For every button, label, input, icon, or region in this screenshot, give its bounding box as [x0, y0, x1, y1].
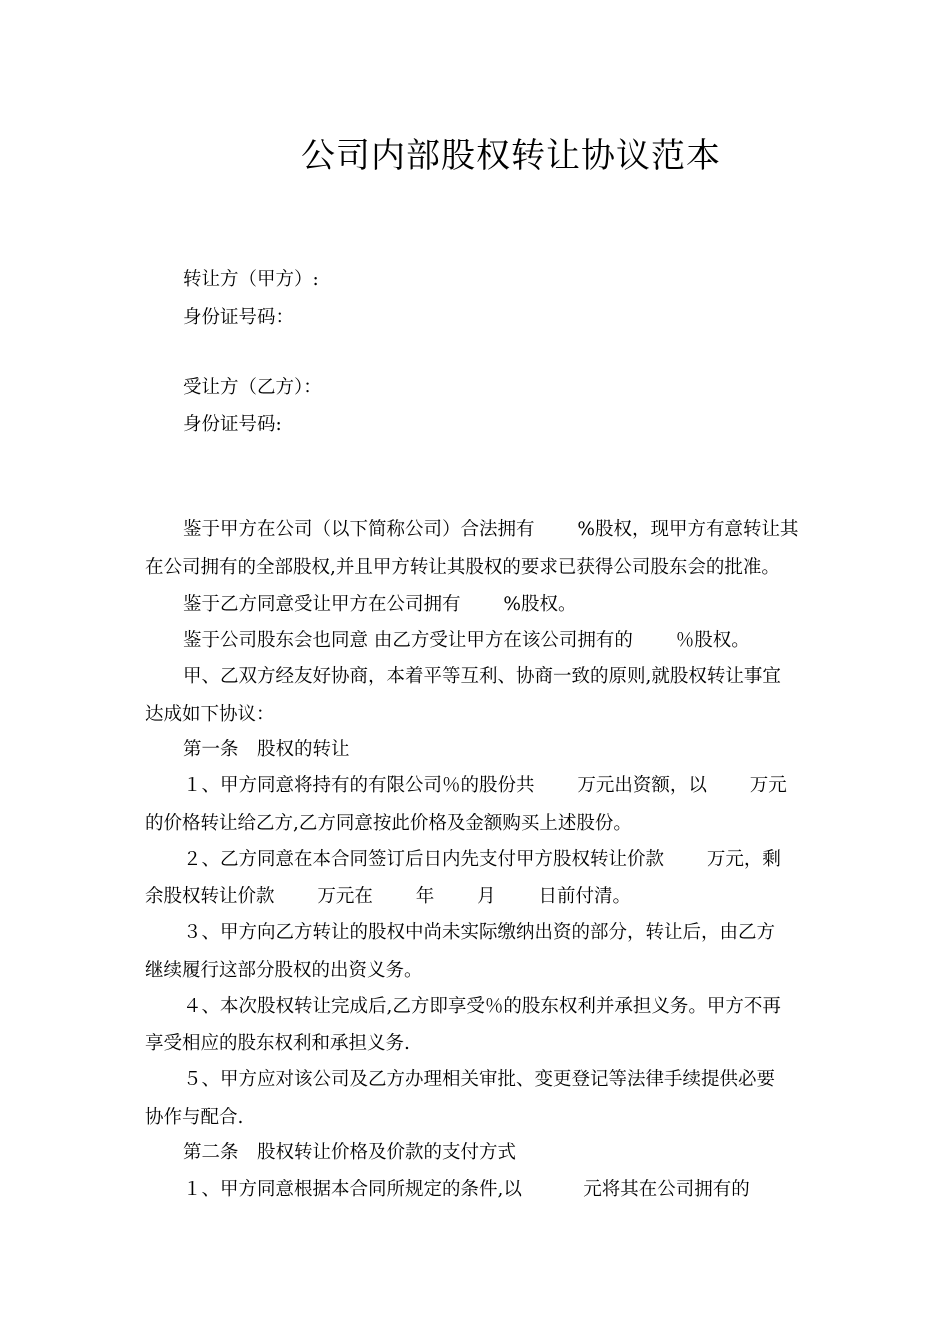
recital-1-cont: 在公司拥有的全部股权,并且甲方转让其股权的要求已获得公司股东会的批准。	[145, 557, 780, 578]
article-1-clause-1: １、甲方同意将持有的有限公司％的股份共 万元出资额，以 万元	[183, 775, 787, 796]
article-1-clause-5: ５、甲方应对该公司及乙方办理相关审批、变更登记等法律手续提供必要	[183, 1069, 776, 1090]
recital-4-cont: 达成如下协议：	[145, 704, 275, 725]
page-title: 公司内部股权转让协议范本	[301, 136, 721, 176]
article-1-heading: 第一条 股权的转让	[183, 739, 350, 760]
recital-3: 鉴于公司股东会也同意 由乙方受让甲方在该公司拥有的 ％股权。	[183, 630, 750, 651]
article-1-clause-4: ４、本次股权转让完成后,乙方即享受％的股东权利并承担义务。甲方不再	[183, 996, 781, 1017]
article-1-clause-3-cont: 继续履行这部分股权的出资义务。	[145, 960, 423, 981]
article-1-clause-4-cont: 享受相应的股东权利和承担义务.	[145, 1033, 410, 1054]
article-1-clause-1-cont: 的价格转让给乙方,乙方同意按此价格及金额购买上述股份。	[145, 813, 632, 834]
article-2-clause-1: １、甲方同意根据本合同所规定的条件,以 元将其在公司拥有的	[183, 1179, 750, 1200]
recital-1: 鉴于甲方在公司（以下简称公司）合法拥有 %股权，现甲方有意转让其	[183, 519, 799, 540]
article-1-clause-3: ３、甲方向乙方转让的股权中尚未实际缴纳出资的部分，转让后，由乙方	[183, 922, 776, 943]
transferee-label: 受让方（乙方）：	[183, 377, 322, 398]
transferor-label: 转让方（甲方）:	[183, 269, 319, 290]
article-2-heading: 第二条 股权转让价格及价款的支付方式	[183, 1142, 517, 1163]
article-1-clause-5-cont: 协作与配合.	[145, 1107, 244, 1128]
transferee-id-label: 身份证号码:	[183, 414, 282, 435]
article-1-clause-2: ２、乙方同意在本合同签订后日内先支付甲方股权转让价款 万元，剩	[183, 849, 781, 870]
transferor-id-label: 身份证号码：	[183, 307, 295, 328]
article-1-clause-2-cont: 余股权转让价款 万元在 年 月 日前付清。	[145, 886, 632, 907]
recital-4: 甲、乙双方经友好协商，本着平等互利、协商一致的原则,就股权转让事宜	[183, 666, 781, 687]
recital-2: 鉴于乙方同意受让甲方在公司拥有 %股权。	[183, 594, 577, 615]
